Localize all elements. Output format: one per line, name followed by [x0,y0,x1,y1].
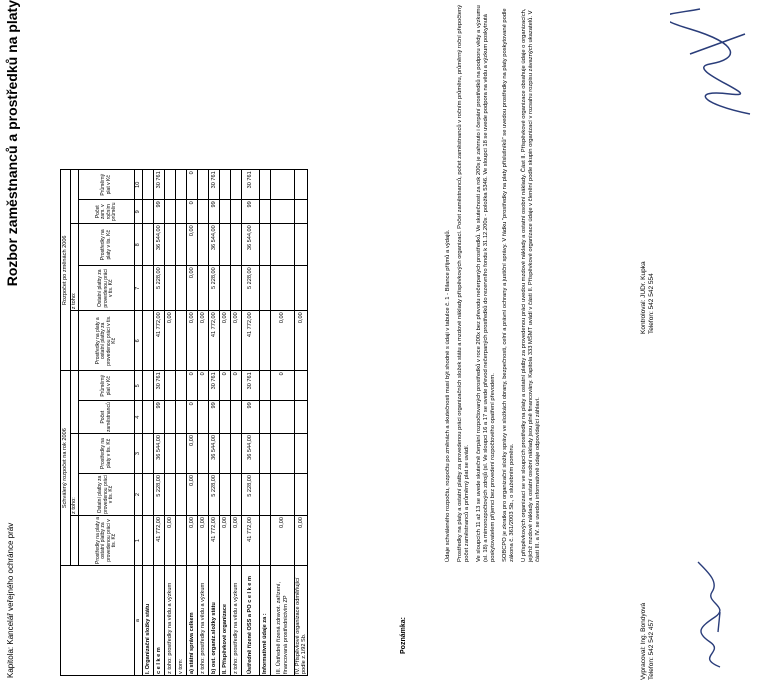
table-cell [176,170,187,200]
table-cell: 5 228,00 [242,474,260,516]
table-row [260,170,271,676]
table-cell: 0,00 [187,224,198,266]
row-label: b) ost. organiz.složky státu [209,566,220,676]
table-cell: 0 [187,170,198,200]
table-cell: 36 544,00 [209,434,220,474]
notes-block [445,2,546,562]
table-cell [231,170,242,200]
table-cell [260,516,271,566]
table-cell [165,371,176,401]
table-cell [165,474,176,516]
table-cell: 99 [242,401,260,434]
table-cell: 0 [187,401,198,434]
table-cell [220,434,231,474]
table-cell [176,516,187,566]
table-cell: 41 772,00 [242,516,260,566]
table-cell [295,200,308,224]
group-po-zmenach: Rozpočet po změnách 2006 [61,170,71,371]
table-cell [295,434,308,474]
note-paragraph: Ve sloupcích 11 až 13 se uvede skutečně čerpání rozpočtovaných prostředků v roce 200x bez převodu nečerpaných prostředků. Ve skutečnosti za rok 200x je zahrnuto i čerpání prostředků na podporu vědy a výzkumu (sl. 18) a mimorozpočtových zdrojů (sl. Ve sloupci 16 a 17 se uvede převod nečerpaných prostředků do rezervního fondu k 31.12.200x - položka 5346. Ve sloupci 18 se uvede podpora na vědu a výzkum poskytnutá poskytovatelem příjemci bez provedení rozpočtového opatření převodem. [475,5,496,562]
prepared-by-name: Vypracoval: Ing. Bondyová [640,602,647,680]
table-cell [231,200,242,224]
table-row [165,170,176,676]
table-cell [231,224,242,266]
group-schvaleny: Schválený rozpočet na rok 2006 [61,371,71,566]
table-cell [176,434,187,474]
table-cell [260,224,271,266]
checked-by-phone: Telefon: 542 542 554 [648,273,656,334]
column-header-6: Prostředky na platy a ostatní platby za provedenou práci v tis. Kč [79,311,135,371]
table-cell: 99 [154,401,165,434]
table-cell: 0,00 [187,266,198,311]
table-cell [271,200,295,224]
table-cell: 99 [242,200,260,224]
table-cell: 0,00 [220,516,231,566]
table-cell [260,401,271,434]
table-row [231,170,242,676]
checked-by-name: Kontroloval: JUDr. Kupka [640,261,647,334]
table-row [242,170,260,676]
table-row [176,170,187,676]
table-cell: 0,00 [271,516,295,566]
row-label: Informativně údaje za : [260,566,271,676]
kapitola-label: Kapitola: [6,646,15,678]
table-cell [271,474,295,516]
table-cell [231,266,242,311]
table-row [220,170,231,676]
table-cell [271,401,295,434]
col-spacer [71,170,79,224]
table-cell [295,266,308,311]
row-label: I. Organizační složky státu [143,566,154,676]
table-cell: 0,00 [271,311,295,371]
table-cell: 30 761 [209,371,220,401]
table-cell [143,474,154,516]
signature-kupka [670,4,760,124]
table-cell: 99 [154,200,165,224]
table-cell [143,224,154,266]
table-cell [176,266,187,311]
table-cell: 0 [187,200,198,224]
table-cell: 5 228,00 [209,474,220,516]
table-cell: 36 544,00 [154,434,165,474]
column-header-4: Počet zaměstnanců [79,401,135,434]
table-cell: 0,00 [295,311,308,371]
budget-table [60,169,308,676]
row-label: Ústředně řízené OSS a PO c e l k e m [242,566,260,676]
col-spacer [71,516,79,566]
table-cell: 30 761 [154,170,165,200]
table-cell: 30 761 [242,170,260,200]
table-cell [198,200,209,224]
table-cell: 0 [187,371,198,401]
table-cell: 5 228,00 [242,266,260,311]
page-title: Rozbor zaměstnanců a prostředků na platy [4,0,20,287]
table-cell [198,474,209,516]
column-header-9: Počet zam. v ročním průměru [79,200,135,224]
kapitola-value: Kancelář veřejného ochránce práv [6,522,15,645]
col-spacer [71,371,79,434]
table-cell: 0 [231,371,242,401]
table-cell [231,434,242,474]
column-number-8: 8 [135,224,143,266]
z-toho-label: z toho: [71,434,79,516]
table-cell: 5 228,00 [154,474,165,516]
table-cell [165,224,176,266]
table-cell [198,224,209,266]
table-row [295,170,308,676]
column-header-3: Prostředky na platy v tis. Kč [79,434,135,474]
table-row [143,170,154,676]
column-number-6: 6 [135,311,143,371]
col-spacer [71,311,79,371]
table-cell: 0,00 [198,311,209,371]
table-cell: 41 772,00 [209,311,220,371]
table-row [198,170,209,676]
column-number-1: 1 [135,516,143,566]
table-cell [143,434,154,474]
table-cell [271,224,295,266]
table-row [271,170,295,676]
column-number-9: 9 [135,200,143,224]
table-cell [295,371,308,401]
table-row [187,170,198,676]
prepared-by [640,603,657,680]
table-cell: 0,00 [231,311,242,371]
table-cell [176,311,187,371]
column-header-1: Prostředky na platy a ostatní platby za provedenou práci v tis. Kč [79,516,135,566]
table-cell [165,434,176,474]
table-cell [220,474,231,516]
table-cell: 41 772,00 [242,311,260,371]
column-number-2: 2 [135,474,143,516]
row-label: v tom: [176,566,187,676]
note-paragraph: U příspěvkových organizací se ve sloupcích prostředky na platy a ostatní platby za provedenou práci uvedou mzdové náklady a ostatní osobní náklady. Část II. Příspěvkové organizace obsahuje údaje o organizacích, jejichž mzdové náklady a ostatní osobní náklady jsou plně financovány. Kapitola 333 MŠMT uvádí v části II. Příspěvkové organizace údaje v členění podle skupin organizací v rozsahu rozpisu závazných ukazatelů. V části III. a IV. se uvedou informativně údaje odpovídající záhlaví. [520,8,541,562]
table-cell [220,401,231,434]
table-cell: 0,00 [295,516,308,566]
table-cell: 30 761 [154,371,165,401]
table-cell: 30 761 [242,371,260,401]
table-cell: 36 544,00 [209,224,220,266]
table-cell [271,434,295,474]
table-cell [260,311,271,371]
table-cell: 0,00 [187,434,198,474]
row-label: a) státní správa celkem [187,566,198,676]
table-row [209,170,220,676]
table-cell [176,401,187,434]
table-cell [198,266,209,311]
column-header-10: Průměrný plat v Kč [79,170,135,200]
table-cell [295,170,308,200]
table-cell [143,266,154,311]
column-number-5: 5 [135,371,143,401]
table-cell [231,401,242,434]
table-cell: 36 544,00 [154,224,165,266]
table-cell: 0,00 [187,474,198,516]
checked-by [640,261,657,334]
column-number-10: 10 [135,170,143,200]
column-number-4: 4 [135,401,143,434]
row-label: c e l k e m [154,566,165,676]
table-cell [176,224,187,266]
table-cell [165,401,176,434]
table-cell: 41 772,00 [209,516,220,566]
row-label: IV. Příspěvkové organizace odměňující podle z.1/92 Sb. [295,566,308,676]
table-cell [260,170,271,200]
signature-bondyova [690,542,730,672]
table-cell: 99 [209,200,220,224]
table-cell [143,371,154,401]
row-label: z toho: prostředky na vědu a výzkum [231,566,242,676]
col-a-spacer [61,566,135,676]
note-paragraph: Údaje schváleného rozpočtu, rozpočtu po změnách a skutečnosti musí být shodné s údaji v tabulce č. 1 - Bilance příjmů a výdajů. [445,229,451,562]
table-cell [198,434,209,474]
table-cell [198,401,209,434]
table-cell: 0,00 [187,516,198,566]
table-cell [165,200,176,224]
table-cell [260,266,271,311]
table-cell [220,266,231,311]
row-label: III. Ústředně řízená zdravot. zařízení, financovaná prostřednictvím ZP [271,566,295,676]
table-cell [295,224,308,266]
table-cell: 0,00 [165,516,176,566]
table-cell [295,474,308,516]
table-cell [295,401,308,434]
column-header-8: Prostředky na platy v tis. Kč [79,224,135,266]
z-toho-label: z toho: [71,224,79,311]
table-cell: 36 544,00 [242,224,260,266]
table-cell: 0,00 [198,516,209,566]
table-cell: 0 [198,371,209,401]
table-cell: 5 228,00 [209,266,220,311]
column-number-7: 7 [135,266,143,311]
row-label: II. Příspěvkové organizace [220,566,231,676]
table-cell: 30 761 [209,170,220,200]
column-number-3: 3 [135,434,143,474]
table-cell: 99 [209,401,220,434]
table-cell [176,474,187,516]
table-cell [165,266,176,311]
table-row [154,170,165,676]
table-cell [260,371,271,401]
table-cell [143,170,154,200]
notes-heading: Poznámka: [400,617,407,654]
column-header-7: Ostatní platby za provedenou práci v tis. Kč [79,266,135,311]
table-cell: 41 772,00 [154,516,165,566]
prepared-by-phone: Telefon: 542 542 457 [648,619,656,680]
table-cell [271,170,295,200]
table-cell [231,474,242,516]
table-cell: 41 772,00 [154,311,165,371]
col-a-label: a [135,566,143,676]
table-cell [143,516,154,566]
table-cell [143,401,154,434]
table-cell: 0,00 [231,516,242,566]
column-header-2: Ostatní platby za provedenou práci v tis. Kč [79,474,135,516]
row-label: z toho: prostředky na vědu a výzkum [165,566,176,676]
table-cell: 0 [220,371,231,401]
table-cell [260,474,271,516]
table-cell [176,200,187,224]
table-cell [220,170,231,200]
table-cell [176,371,187,401]
table-cell: 0,00 [220,311,231,371]
table-cell: 0,00 [187,311,198,371]
table-cell [260,200,271,224]
table-cell: 0,00 [165,311,176,371]
table-cell: 5 228,00 [154,266,165,311]
table-cell [220,200,231,224]
table-cell [143,311,154,371]
note-paragraph: Prostředky na platy a ostatní platby za provedenou práci organizačních složek státu a mzdové náklady příspěvkových organizací. Počet zaměstnanců, počet zaměstnanců v ročním průměru, průměrný roční přepočtený počet zaměstnanců a průměrný plat se uvádí. [456,4,470,562]
row-label: z toho: prostředky na vědu a výzkum [198,566,209,676]
table-cell [143,200,154,224]
kapitola-line [6,523,15,678]
table-cell [260,434,271,474]
table-cell [165,170,176,200]
table-cell [198,170,209,200]
note-paragraph: SOBCPO je zkratka pro organizační složky správy ve složkách obrany, bezpečnosti, celní a právní ochrany a justiční správy. V řádku "prostředky na platy příslušníků" se uvedou prostředky na platy poskytované podle zákona č. 361/2003 Sb., o služebním poměru. [501,8,515,562]
table-cell: 0 [271,371,295,401]
table-cell [271,266,295,311]
table-cell: 36 544,00 [242,434,260,474]
column-header-5: Průměrný plat v Kč [79,371,135,401]
table-cell [220,224,231,266]
